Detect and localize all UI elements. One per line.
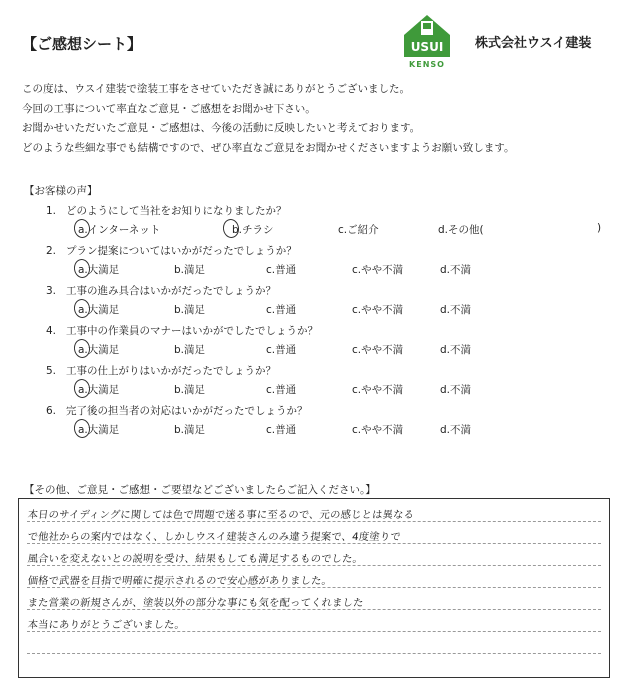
question-number: 3. [46, 285, 57, 297]
question [46, 203, 287, 218]
answer-option: b.満足 [174, 424, 206, 436]
question-text: プラン提案についてはいかがだったでしょうか？ [66, 245, 297, 257]
comment-rule [27, 543, 601, 544]
question-text: どのようにして当社をお知りになりましたか？ [66, 205, 287, 217]
intro-line: 今回の工事について率直なご意見・ご感想をお聞かせ下さい。 [22, 102, 316, 115]
answer-option: c.やや不満 [352, 344, 404, 356]
intro-line: お聞かせいただいたご意見・ご感想は、今後の活動に反映したいと考えております。 [22, 122, 421, 134]
logo-subtext: KENSO [409, 60, 445, 69]
question [46, 283, 276, 298]
question-text: 工事の仕上がりはいかがだったでしょうか？ [66, 365, 276, 377]
intro-line: どのような些細な事でも結構ですので、ぜひ率直なご意見をお聞かせくださいますようお願い致します。 [22, 141, 515, 154]
answer-option: d.不満 [440, 304, 472, 316]
answer-option: a.インターネット [78, 224, 161, 236]
answer-option: d.不満 [440, 264, 472, 276]
question-text: 工事の進み具合はいかがだったでしょうか？ [66, 285, 276, 297]
handwritten-line: また営業の新規さんが、塗装以外の部分な事にも気を配ってくれました [27, 597, 365, 609]
question-number: 6. [46, 405, 57, 417]
intro-text [22, 80, 514, 158]
answer-option: b.満足 [174, 344, 206, 356]
question [46, 403, 308, 418]
answer-option: a.大満足 [78, 304, 120, 316]
handwritten-line: 価格で武器を目指で明確に提示されるので安心感がありました。 [27, 575, 333, 587]
answer-option: c.やや不満 [352, 264, 404, 276]
comment-rule [27, 565, 601, 566]
customer-voice-heading: 【お客様の声】 [24, 185, 98, 197]
answer-option: a.大満足 [78, 264, 120, 276]
answer-option: ) [597, 222, 602, 234]
company-logo [401, 13, 453, 69]
answer-option: c.やや不満 [352, 304, 404, 316]
question-number: 5. [46, 365, 57, 377]
answer-option: c.普通 [266, 424, 297, 436]
answer-option: c.普通 [266, 264, 297, 276]
comment-rule [27, 521, 601, 522]
comment-box [18, 498, 610, 678]
handwritten-line: 風合いを変えないとの説明を受け、結果もしても満足するものでした。 [27, 553, 364, 565]
answer-option: a.大満足 [78, 344, 120, 356]
handwritten-line: で他社からの案内ではなく、しかしウスイ建装さんのみ違う提案で、4度塗りで [27, 531, 402, 543]
answer-option: a.大満足 [78, 424, 120, 436]
handwritten-line: 本当にありがとうございました。 [27, 619, 186, 631]
comment-rule [27, 631, 601, 632]
answer-option: d.その他( [438, 224, 484, 236]
company-name: 株式会社ウスイ建装 [475, 36, 592, 51]
logo-text: USUI [410, 40, 444, 54]
answer-option: b.満足 [174, 304, 206, 316]
answer-option: a.大満足 [78, 384, 120, 396]
question-number: 1. [46, 205, 57, 217]
question-number: 4. [46, 325, 57, 337]
question-text: 工事中の作業員のマナーはいかがでしたでしょうか？ [66, 325, 318, 337]
intro-line: この度は、ウスイ建装で塗装工事をさせていただき誠にありがとうございました。 [22, 83, 410, 95]
question [46, 243, 297, 258]
comment-heading: 【その他、ご意見・ご感想・ご要望などございましたらご記入ください。】 [24, 484, 376, 496]
answer-option: b.チラシ [232, 224, 274, 236]
question [46, 363, 276, 378]
question-text: 完了後の担当者の対応はいかがだったでしょうか？ [66, 405, 308, 417]
answer-option: c.普通 [266, 384, 297, 396]
answer-option: c.普通 [266, 304, 297, 316]
answer-option: c.やや不満 [352, 424, 404, 436]
answer-option: d.不満 [440, 344, 472, 356]
answer-option: c.ご紹介 [338, 224, 379, 236]
comment-rule [27, 653, 601, 654]
answer-option: c.やや不満 [352, 384, 404, 396]
question-number: 2. [46, 245, 57, 257]
question [46, 323, 318, 338]
answer-option: b.満足 [174, 264, 206, 276]
comment-rule [27, 587, 601, 588]
answer-option: d.不満 [440, 424, 472, 436]
comment-rule [27, 609, 601, 610]
answer-option: c.普通 [266, 344, 297, 356]
page-title: 【ご感想シート】 [22, 35, 143, 53]
answer-option: d.不満 [440, 384, 472, 396]
answer-option: b.満足 [174, 384, 206, 396]
handwritten-line: 本日のサイディングに関しては色で問題で迷る事に至るので、元の感じとは異なる [27, 509, 415, 521]
